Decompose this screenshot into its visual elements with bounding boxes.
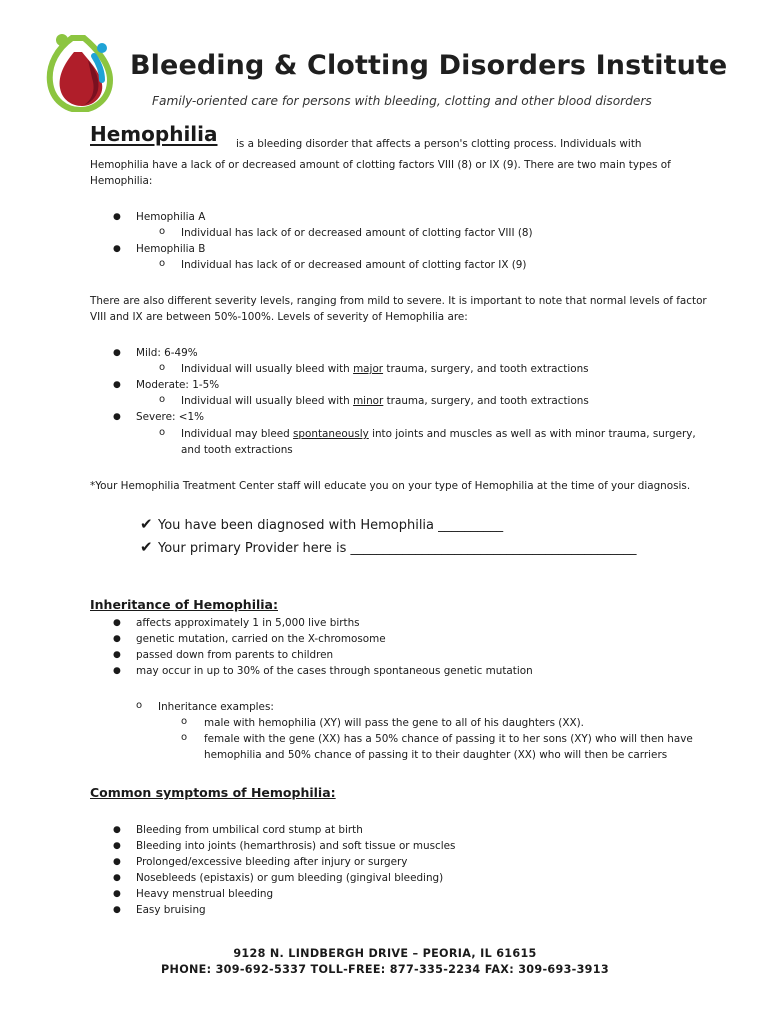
list-bullet: ●	[113, 244, 121, 254]
sub-bullet: o	[159, 362, 166, 373]
sub-bullet: o	[159, 427, 166, 438]
type-a-name: Hemophilia A	[136, 211, 206, 223]
emphasis-spontaneously: spontaneously	[293, 428, 369, 440]
severity-mild-detail: Individual will usually bleed with major trauma, surgery, and tooth extractions	[181, 363, 589, 375]
inheritance-example-female-cont: hemophilia and 50% chance of passing it to their daughter (XX) who will then be carriers	[204, 749, 668, 761]
sub-bullet: o	[136, 700, 143, 711]
list-bullet: ●	[113, 889, 121, 899]
type-b-detail: Individual has lack of or decreased amount of clotting factor IX (9)	[181, 259, 527, 271]
sub-bullet: o	[181, 716, 188, 727]
sub-bullet: o	[181, 732, 188, 743]
diagnosis-check-line: ✔ You have been diagnosed with Hemophilia __________	[140, 515, 504, 533]
severity-moderate: Moderate: 1-5%	[136, 379, 220, 391]
list-bullet: ●	[113, 380, 121, 390]
list-item: passed down from parents to children	[136, 649, 334, 661]
severity-severe: Severe: <1%	[136, 411, 204, 423]
severity-severe-detail: Individual may bleed spontaneously into joints and muscles as well as with minor trauma, surgery,	[181, 428, 696, 440]
organization-tagline: Family-oriented care for persons with bleeding, clotting and other blood disorders	[152, 94, 652, 108]
institute-logo-icon	[44, 30, 114, 112]
list-bullet: ●	[113, 905, 121, 915]
emphasis-minor: minor	[353, 395, 384, 407]
organization-title: Bleeding & Clotting Disorders Institute	[130, 50, 728, 81]
type-a-detail: Individual has lack of or decreased amount of clotting factor VIII (8)	[181, 227, 533, 239]
hemophilia-heading: Hemophilia	[90, 122, 218, 146]
list-bullet: ●	[113, 857, 121, 867]
list-item: genetic mutation, carried on the X-chromosome	[136, 633, 386, 645]
list-bullet: ●	[113, 666, 121, 676]
severity-moderate-detail: Individual will usually bleed with minor trauma, surgery, and tooth extractions	[181, 395, 589, 407]
list-item: affects approximately 1 in 5,000 live births	[136, 617, 360, 629]
list-bullet: ●	[113, 841, 121, 851]
provider-check-line: ✔ Your primary Provider here is ____________________________________________	[140, 538, 637, 556]
list-bullet: ●	[113, 650, 121, 660]
list-bullet: ●	[113, 348, 121, 358]
list-item: Nosebleeds (epistaxis) or gum bleeding (gingival bleeding)	[136, 872, 444, 884]
footer-phones: PHONE: 309-692-5337 TOLL-FREE: 877-335-2234 FAX: 309-693-3913	[161, 963, 609, 976]
inheritance-example-male: male with hemophilia (XY) will pass the gene to all of his daughters (XX).	[204, 717, 584, 729]
emphasis-major: major	[353, 363, 384, 375]
checkmark-icon: ✔	[140, 515, 153, 533]
list-bullet: ●	[113, 825, 121, 835]
list-bullet: ●	[113, 634, 121, 644]
sub-bullet: o	[159, 394, 166, 405]
sub-bullet: o	[159, 226, 166, 237]
severity-mild: Mild: 6-49%	[136, 347, 198, 359]
list-bullet: ●	[113, 873, 121, 883]
list-bullet: ●	[113, 412, 121, 422]
list-item: Bleeding from umbilical cord stump at birth	[136, 824, 363, 836]
footer-address: 9128 N. LINDBERGH DRIVE – PEORIA, IL 61615	[233, 947, 537, 960]
intro-line-3: Hemophilia:	[90, 175, 153, 187]
treatment-center-note: *Your Hemophilia Treatment Center staff will educate you on your type of Hemophilia at the time of your diagnosis.	[90, 480, 691, 492]
type-b-name: Hemophilia B	[136, 243, 206, 255]
severity-severe-detail-cont: and tooth extractions	[181, 444, 293, 456]
list-item: Bleeding into joints (hemarthrosis) and soft tissue or muscles	[136, 840, 456, 852]
list-item: may occur in up to 30% of the cases through spontaneous genetic mutation	[136, 665, 533, 677]
inheritance-heading: Inheritance of Hemophilia:	[90, 597, 278, 612]
list-bullet: ●	[113, 618, 121, 628]
list-item: Easy bruising	[136, 904, 206, 916]
symptoms-heading: Common symptoms of Hemophilia:	[90, 785, 336, 800]
list-item: Heavy menstrual bleeding	[136, 888, 274, 900]
intro-line-2: Hemophilia have a lack of or decreased amount of clotting factors VIII (8) or IX (9). There are two main types of	[90, 159, 671, 171]
intro-line-1: is a bleeding disorder that affects a person's clotting process. Individuals with	[236, 138, 642, 150]
checkmark-icon: ✔	[140, 538, 153, 556]
list-item: Prolonged/excessive bleeding after injury or surgery	[136, 856, 408, 868]
severity-intro-line-2: VIII and IX are between 50%-100%. Levels of severity of Hemophilia are:	[90, 311, 468, 323]
list-bullet: ●	[113, 212, 121, 222]
severity-intro-line-1: There are also different severity levels, ranging from mild to severe. It is important to note that normal levels of factor	[90, 295, 707, 307]
sub-bullet: o	[159, 258, 166, 269]
inheritance-example-female: female with the gene (XX) has a 50% chance of passing it to her sons (XY) who will then have	[204, 733, 693, 745]
inheritance-examples-label: Inheritance examples:	[158, 701, 274, 713]
